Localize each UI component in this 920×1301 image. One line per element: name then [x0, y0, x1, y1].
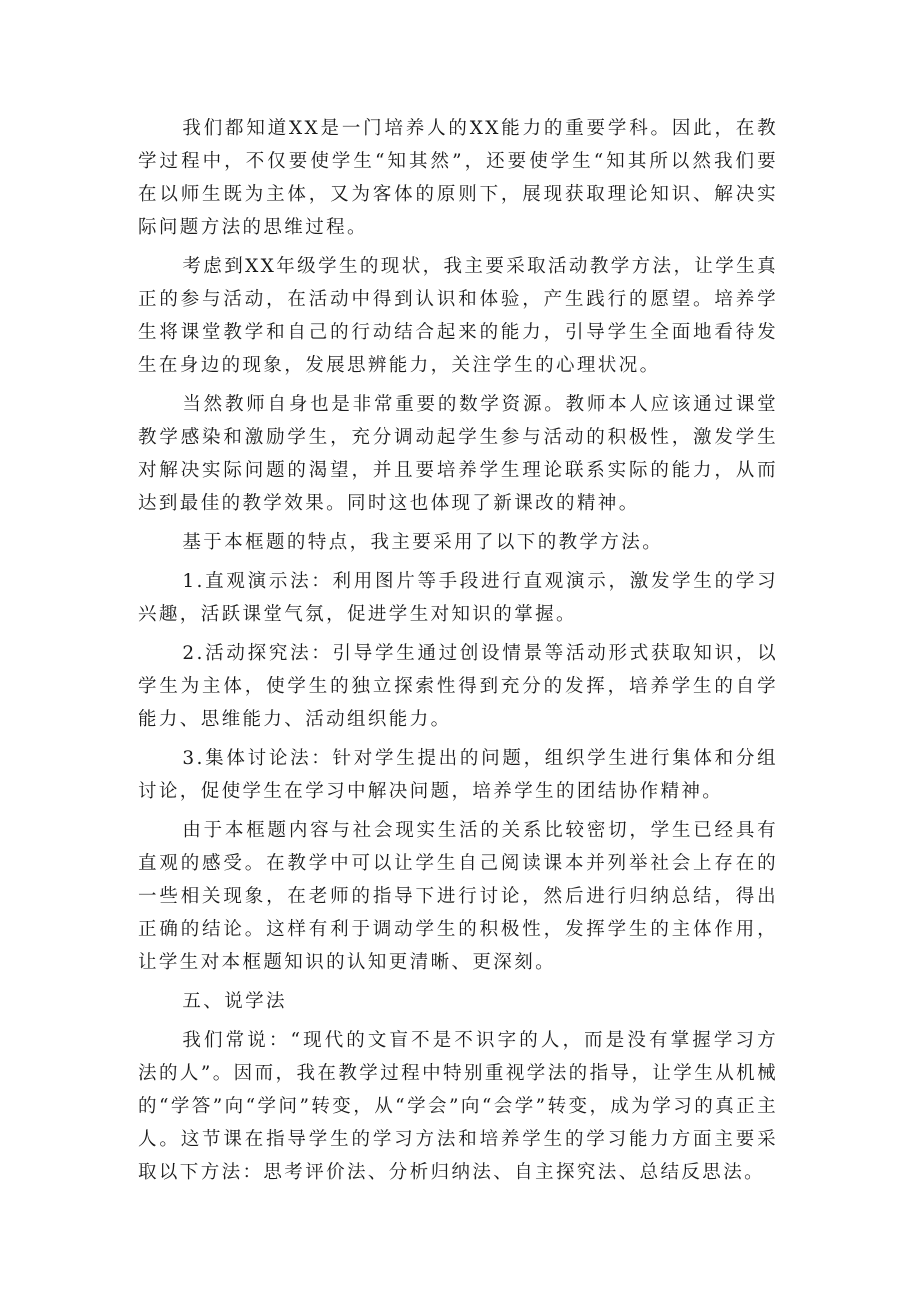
list-item-method-2: 2.活动探究法：引导学生通过创设情景等活动形式获取知识，以学生为主体，使学生的独立探索性得到充分的发挥，培养学生的自学能力、思维能力、活动组织能力。 [138, 643, 778, 730]
paragraph-student-status: 考虑到XX年级学生的现状，我主要采取活动教学方法，让学生真正的参与活动，在活动中得到认识和体验，产生践行的愿望。培养学生将课堂教学和自己的行动结合起来的能力，引导学生全面地看待发生在身边的现象，发展思辨能力，关注学生的心理状况。 [138, 256, 778, 376]
paragraph-learning-methods: 我们常说：“现代的文盲不是不识字的人，而是没有掌握学习方法的人”。因而，我在教学过程中特别重视学法的指导，让学生从机械的“学答”向“学问”转变，从“学会”向“会学”转变，成为学习的真正主人。这节课在指导学生的学习方法和培养学生的学习能力方面主要采取以下方法：思考评价法、分析归纳法、自主探究法、总结反思法。 [138, 1030, 778, 1183]
paragraph-intro: 我们都知道XX是一门培养人的XX能力的重要学科。因此，在教学过程中，不仅要使学生“知其然”，还要使学生“知其所以然我们要在以师生既为主体，又为客体的原则下，展现获取理论知识、解决实际问题方法的思维过程。 [138, 118, 778, 238]
paragraph-teacher-resource: 当然教师自身也是非常重要的数学资源。教师本人应该通过课堂教学感染和激励学生，充分调动起学生参与活动的积极性，激发学生对解决实际问题的渴望，并且要培养学生理论联系实际的能力，从而达到最佳的教学效果。同时这也体现了新课改的精神。 [138, 394, 778, 514]
list-item-method-3: 3.集体讨论法：针对学生提出的问题，组织学生进行集体和分组讨论，促使学生在学习中解决问题，培养学生的团结协作精神。 [138, 748, 778, 802]
document-body [138, 112, 778, 1195]
list-item-method-1: 1.直观演示法：利用图片等手段进行直观演示，激发学生的学习兴趣，活跃课堂气氛，促进学生对知识的掌握。 [138, 571, 778, 625]
section-heading: 五、说学法 [182, 991, 287, 1012]
paragraph-reading-discussion: 由于本框题内容与社会现实生活的关系比较密切，学生已经具有直观的感受。在教学中可以让学生自己阅读课本并列举社会上存在的一些相关现象，在老师的指导下进行讨论，然后进行归纳总结，得出正确的结论。这样有利于调动学生的积极性，发挥学生的主体作用，让学生对本框题知识的认知更清晰、更深刻。 [138, 820, 778, 973]
paragraph-methods-intro: 基于本框题的特点，我主要采用了以下的教学方法。 [182, 532, 664, 553]
